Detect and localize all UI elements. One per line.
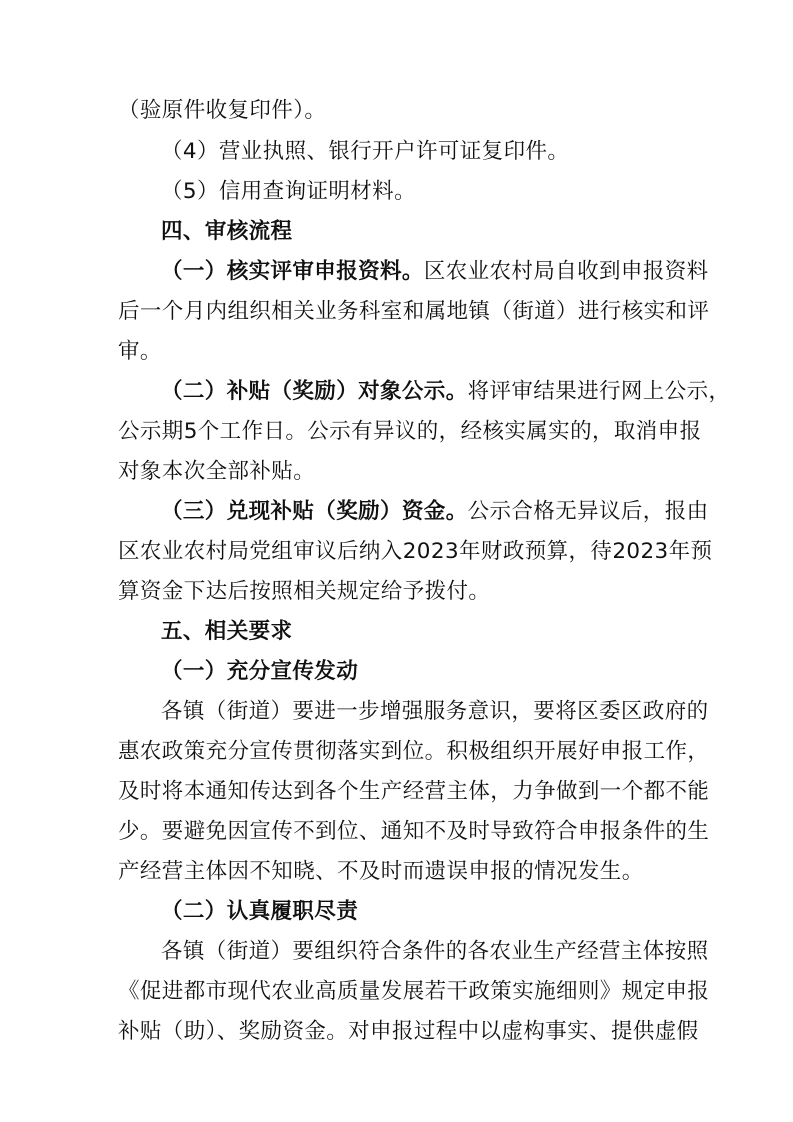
subheading-text: （二）补贴（奖励）对象公示。: [161, 379, 468, 404]
text-line: [118, 977, 709, 1007]
subsection-heading: [161, 897, 358, 927]
heading-text: 五、相关要求: [161, 619, 293, 644]
line-text: 将评审结果进行网上公示，: [467, 379, 731, 404]
heading-text: （一）充分宣传发动: [161, 659, 359, 684]
line-text: 算资金下达后按照相关规定给予拨付。: [118, 579, 491, 604]
line-text: 区农业农村局党组审议后纳入2023年财政预算，待2023年预: [118, 539, 713, 564]
line-text: 产经营主体因不知晓、不及时而遗误申报的情况发生。: [118, 859, 644, 884]
text-line: [118, 777, 709, 807]
text-line: [161, 137, 569, 167]
text-line: [118, 737, 709, 767]
text-line: [118, 537, 712, 567]
paragraph-first-line: [161, 937, 709, 967]
text-line: [118, 457, 315, 487]
text-line: [118, 337, 162, 367]
line-text: 少。要避免因宣传不到位、通知不及时导致符合申报条件的生: [118, 819, 710, 844]
line-text: 各镇（街道）要进一步增强服务意识，要将区委区政府的: [161, 699, 709, 724]
line-text: 及时将本通知传达到各个生产经营主体，力争做到一个都不能: [118, 779, 710, 804]
line-text: 审。: [118, 339, 162, 364]
subheading-text: （三）兑现补贴（奖励）资金。: [161, 499, 468, 524]
text-line: [118, 577, 490, 607]
subheading-text: （一）核实评审申报资料。: [161, 259, 424, 284]
text-line: [118, 297, 709, 327]
line-text: 各镇（街道）要组织符合条件的各农业生产经营主体按照: [161, 939, 709, 964]
line-text: 后一个月内组织相关业务科室和属地镇（街道）进行核实和评: [118, 299, 710, 324]
line-text: 补贴（助）、奖励资金。对申报过程中以虚构事实、提供虚假: [118, 1019, 699, 1044]
line-text: 惠农政策充分宣传贯彻落实到位。积极组织开展好申报工作，: [118, 739, 710, 764]
line-text: 公示期5个工作日。公示有异议的，经核实属实的，取消申报: [118, 419, 702, 444]
line-text: 对象本次全部补贴。: [118, 459, 316, 484]
line-text: 区农业农村局自收到申报资料: [423, 259, 709, 284]
line-text: 《促进都市现代农业高质量发展若干政策实施细则》规定申报: [118, 979, 710, 1004]
heading-text: 四、审核流程: [161, 219, 293, 244]
text-line: [118, 96, 326, 126]
section-heading: [161, 217, 292, 247]
text-line: [118, 417, 701, 447]
text-line: [118, 1017, 699, 1047]
line-text: （5）信用查询证明材料。: [161, 179, 416, 204]
text-line: [118, 817, 709, 847]
paragraph-first-line: [161, 377, 730, 407]
heading-text: （二）认真履职尽责: [161, 899, 359, 924]
paragraph-first-line: [161, 497, 709, 527]
paragraph-first-line: [161, 697, 709, 727]
section-heading: [161, 617, 292, 647]
subsection-heading: [161, 657, 358, 687]
line-text: （验原件收复印件）。: [118, 98, 327, 123]
paragraph-first-line: [161, 257, 709, 287]
text-line: [161, 177, 416, 207]
line-text: 公示合格无异议后，报由: [467, 499, 709, 524]
line-text: （4）营业执照、银行开户许可证复印件。: [161, 139, 570, 164]
text-line: [118, 857, 644, 887]
